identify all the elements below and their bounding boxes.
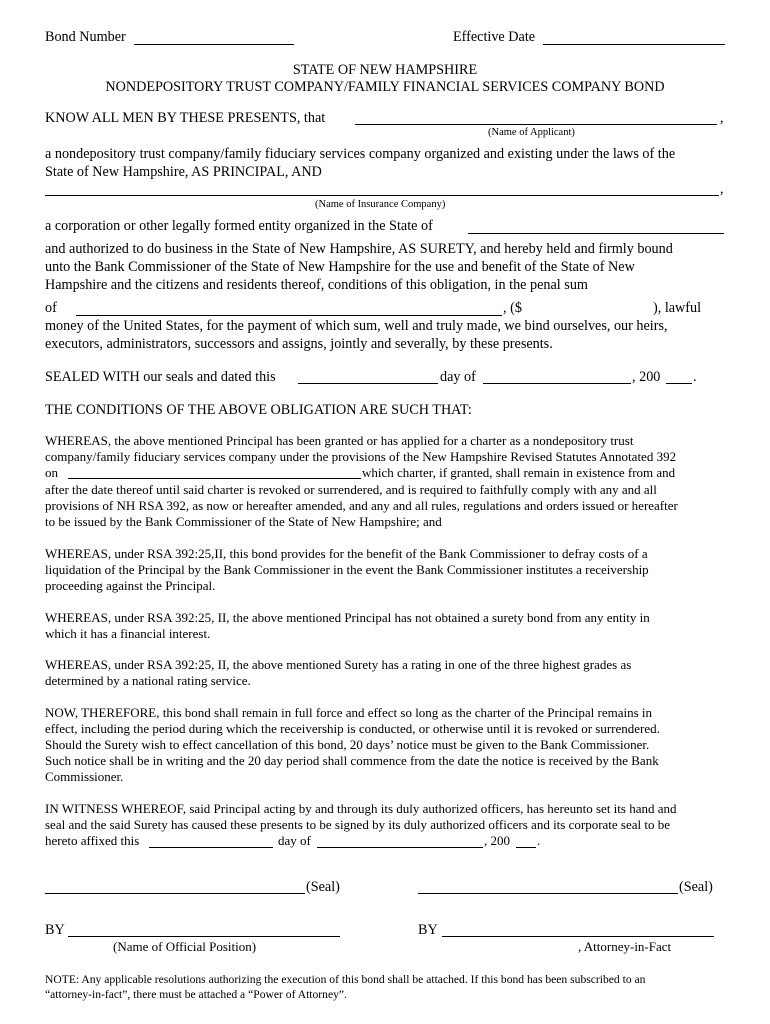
principal-text-line2: State of New Hampshire, AS PRINCIPAL, AND xyxy=(45,164,322,180)
whereas1-line1: WHEREAS, the above mentioned Principal has been granted or has applied for a charter as a nondepository trust xyxy=(45,433,634,448)
whereas1-line6: to be issued by the Bank Commissioner of the State of New Hampshire; and xyxy=(45,514,442,529)
whereas3-line1: WHEREAS, under RSA 392:25, II, the above mentioned Principal has not obtained a surety bond from any entity in xyxy=(45,610,650,625)
penal-sum-amount-field[interactable] xyxy=(536,315,652,316)
whereas1-line3: which charter, if granted, shall remain in existence from and xyxy=(362,465,676,480)
period: . xyxy=(693,369,697,385)
lawful-label: ), lawful xyxy=(653,300,702,316)
whereas1-on-label: on xyxy=(45,465,58,480)
witness-day-field[interactable] xyxy=(149,847,273,848)
note-line1: NOTE: Any applicable resolutions authorizing the execution of this bond shall be attached. If this bond has been subscribed to an xyxy=(45,973,646,986)
whereas2-line2: liquidation of the Principal by the Bank Commissioner in the event the Bank Commissioner institutes a receivership xyxy=(45,562,649,577)
principal-by-field[interactable] xyxy=(68,936,340,937)
sealed-month-field[interactable] xyxy=(483,383,631,384)
document-title-bond: NONDEPOSITORY TRUST COMPANY/FAMILY FINANCIAL SERVICES COMPANY BOND xyxy=(105,79,665,95)
comma: , xyxy=(720,110,724,126)
now-therefore-line1: NOW, THEREFORE, this bond shall remain in full force and effect so long as the charter of the Principal remains in xyxy=(45,705,653,720)
whereas3-line2: which it has a financial interest. xyxy=(45,626,211,641)
sealed-year-field[interactable] xyxy=(666,383,692,384)
surety-text-line2: unto the Bank Commissioner of the State of New Hampshire for the use and benefit of the State of New xyxy=(45,259,635,275)
charter-date-field[interactable] xyxy=(68,478,361,479)
surety-by-field[interactable] xyxy=(442,936,714,937)
now-therefore-line2: effect, including the period during which the receivership is conducted, or otherwise until it is revoked or surrendered. xyxy=(45,721,660,736)
principal-text-line1: a nondepository trust company/family fiduciary services company organized and existing under the laws of the xyxy=(45,146,676,162)
sealed-with-text: SEALED WITH our seals and dated this xyxy=(45,369,276,385)
whereas1-line2: company/family fiduciary services company under the provisions of the New Hampshire Revised Statutes Annotated 392 xyxy=(45,449,677,464)
attorney-in-fact-caption: , Attorney-in-Fact xyxy=(578,939,672,954)
effective-date-field[interactable] xyxy=(543,44,725,45)
witness-year-field[interactable] xyxy=(516,847,536,848)
witness-day-of-label: day of xyxy=(278,833,311,848)
applicant-name-field[interactable] xyxy=(355,124,717,125)
witness-month-field[interactable] xyxy=(317,847,483,848)
applicant-caption: (Name of Applicant) xyxy=(488,127,575,138)
surety-seal-signature-field[interactable] xyxy=(418,893,678,894)
witness-line2: seal and the said Surety has caused these presents to be signed by its duly authorized officers and its corporate seal to be xyxy=(45,817,671,832)
sealed-day-field[interactable] xyxy=(298,383,438,384)
seal-label-right: (Seal) xyxy=(679,879,713,895)
note-line2: “attorney-in-fact”, there must be attached a “Power of Attorney”. xyxy=(45,988,347,1001)
insurance-company-field[interactable] xyxy=(45,195,719,196)
effective-date-label: Effective Date xyxy=(453,29,536,45)
whereas2-line1: WHEREAS, under RSA 392:25,II, this bond provides for the benefit of the Bank Commissioner to defray costs of a xyxy=(45,546,648,561)
insurance-company-caption: (Name of Insurance Company) xyxy=(315,199,446,210)
by-label-right: BY xyxy=(418,922,438,938)
principal-seal-signature-field[interactable] xyxy=(45,893,305,894)
seal-label-left: (Seal) xyxy=(306,879,340,895)
witness-period: . xyxy=(537,833,541,848)
whereas4-line2: determined by a national rating service. xyxy=(45,673,251,688)
conditions-heading: THE CONDITIONS OF THE ABOVE OBLIGATION ARE SUCH THAT: xyxy=(45,402,472,418)
witness-line1: IN WITNESS WHEREOF, said Principal acting by and through its duly authorized officers, has hereunto set its hand and xyxy=(45,801,677,816)
witness-year-prefix: , 200 xyxy=(484,833,510,848)
comma: , xyxy=(720,181,724,197)
surety-text-line1: and authorized to do business in the State of New Hampshire, AS SURETY, and hereby held and firmly bound xyxy=(45,241,673,257)
know-all-men-text: KNOW ALL MEN BY THESE PRESENTS, that xyxy=(45,110,326,126)
whereas1-line5: provisions of NH RSA 392, as now or hereafter amended, and any and all rules, regulations and orders issued or hereafter xyxy=(45,498,678,513)
by-label-left: BY xyxy=(45,922,65,938)
dollar-label: , ($ xyxy=(503,300,522,316)
whereas1-line4: after the date thereof until said charter is revoked or surrendered, and is required to faithfully comply with any and all xyxy=(45,482,657,497)
penal-sum-words-field[interactable] xyxy=(76,315,502,316)
now-therefore-line5: Commissioner. xyxy=(45,769,124,784)
corporation-text: a corporation or other legally formed entity organized in the State of xyxy=(45,218,433,234)
whereas4-line1: WHEREAS, under RSA 392:25, II, the above mentioned Surety has a rating in one of the three highest grades as xyxy=(45,657,632,672)
bond-number-field[interactable] xyxy=(134,44,294,45)
money-text-line2: executors, administrators, successors and assigns, jointly and severally, by these presents. xyxy=(45,336,553,352)
surety-text-line3: Hampshire and the citizens and residents thereof, conditions of this obligation, in the penal sum xyxy=(45,277,588,293)
document-title-state: STATE OF NEW HAMPSHIRE xyxy=(292,62,478,78)
money-text-line1: money of the United States, for the payment of which sum, well and truly made, we bind ourselves, our heirs, xyxy=(45,318,668,334)
official-position-caption: (Name of Official Position) xyxy=(113,939,257,954)
whereas2-line3: proceeding against the Principal. xyxy=(45,578,216,593)
day-of-label: day of xyxy=(440,369,476,385)
now-therefore-line3: Should the Surety wish to effect cancellation of this bond, 20 days’ notice must be given to the Bank Commissioner. xyxy=(45,737,650,752)
of-label: of xyxy=(45,300,57,316)
now-therefore-line4: Such notice shall be in writing and the 20 day period shall commence from the date the notice is received by the Bank xyxy=(45,753,659,768)
year-prefix: , 200 xyxy=(632,369,661,385)
bond-number-label: Bond Number xyxy=(45,29,126,45)
state-of-organization-field[interactable] xyxy=(468,233,724,234)
witness-hereto-label: hereto affixed this xyxy=(45,833,140,848)
